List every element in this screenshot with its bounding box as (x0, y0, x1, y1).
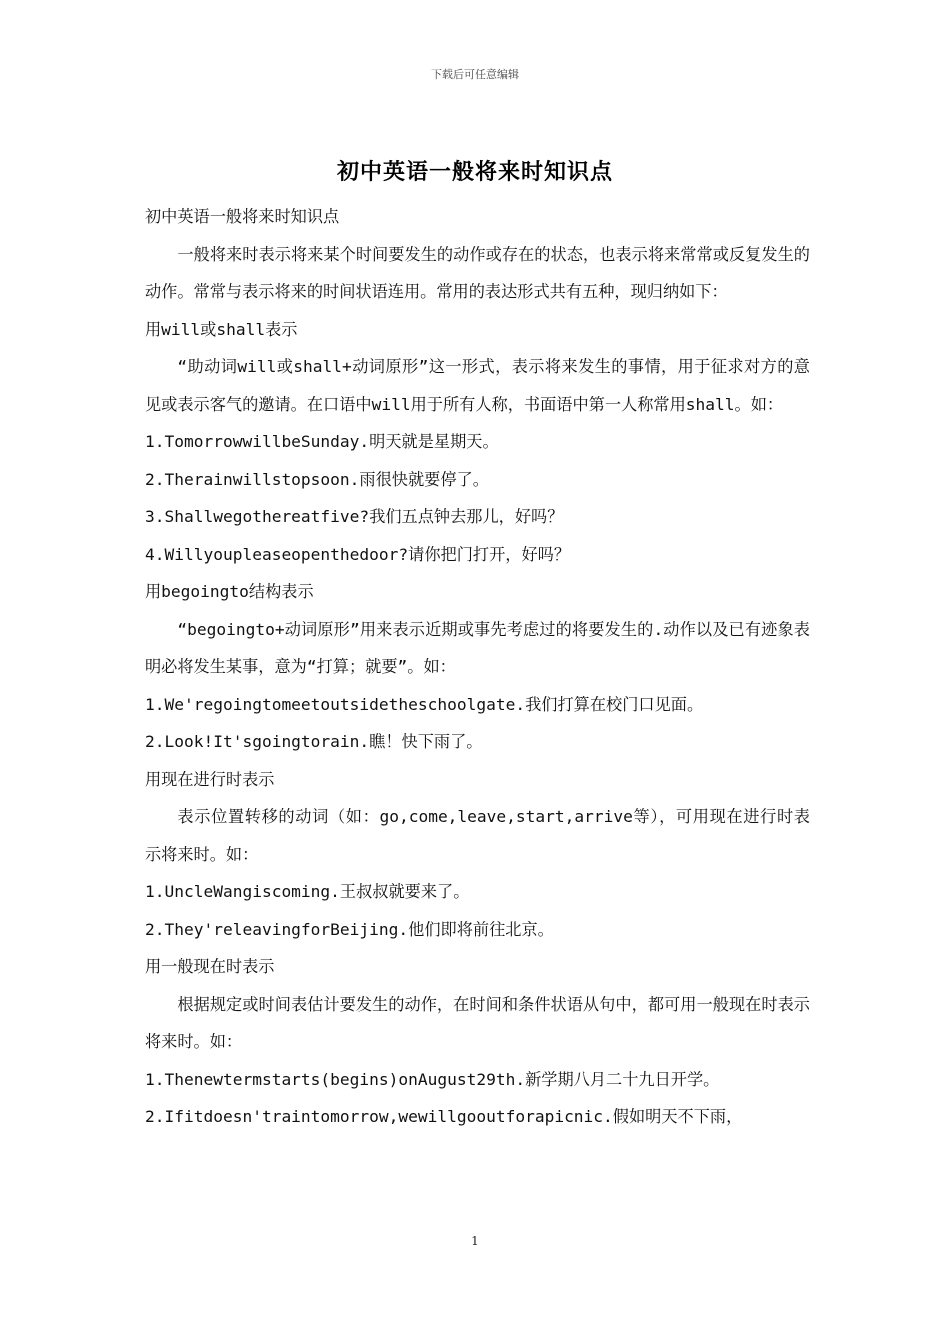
section-heading: 用begoingto结构表示 (145, 582, 314, 601)
example-sentence: 2.Look!It'sgoingtorain.瞧！快下雨了。 (145, 732, 483, 751)
document-body (145, 198, 810, 1136)
example-sentence: 1.We'regoingtomeetoutsidetheschoolgate.我们打算在校门口见面。 (145, 694, 704, 714)
example-sentence: 4.Willyoupleaseopenthedoor?请你把门打开，好吗？ (145, 544, 571, 564)
page-header: 下载后可任意编辑 (431, 68, 519, 81)
title-line: 初中英语一般将来时知识点 (145, 207, 340, 226)
example-sentence: 3.Shallwegothereatfive?我们五点钟去那儿，好吗？ (145, 507, 564, 526)
section-description: 根据规定或时间表估计要发生的动作，在时间和条件状语从句中，都可用一般现在时表示将来时。如： (145, 994, 810, 1051)
section-description: “助动词will或shall+动词原形”这一形式，表示将来发生的事情，用于征求对方的意见或表示客气的邀请。在口语中will用于所有人称，书面语中第一人称常用shall。如： (145, 357, 810, 414)
intro-paragraph: 一般将来时表示将来某个时间要发生的动作或存在的状态，也表示将来常常或反复发生的动作。常常与表示将来的时间状语连用。常用的表达形式共有五种，现归纳如下： (145, 244, 810, 301)
example-sentence: 2.Ifitdoesn'traintomorrow,wewillgooutforapicnic.假如明天不下雨， (145, 1107, 743, 1126)
example-sentence: 2.They'releavingforBeijing.他们即将前往北京。 (145, 919, 554, 939)
page-number: 1 (471, 1234, 479, 1248)
section-description: “begoingto+动词原形”用来表示近期或事先考虑过的将要发生的.动作以及已有迹象表明必将发生某事，意为“打算；就要”。如： (145, 619, 810, 676)
section-heading: 用will或shall表示 (145, 319, 298, 339)
example-sentence: 2.Therainwillstopsoon.雨很快就要停了。 (145, 469, 489, 489)
example-sentence: 1.Thenewtermstarts(begins)onAugust29th.新学期八月二十九日开学。 (145, 1069, 720, 1089)
section-heading: 用一般现在时表示 (145, 957, 275, 976)
example-sentence: 1.UncleWangiscoming.王叔叔就要来了。 (145, 882, 470, 901)
section-description: 表示位置转移的动词（如：go,come,leave,start,arrive等），可用现在进行时表示将来时。如： (145, 807, 810, 864)
section-heading: 用现在进行时表示 (145, 769, 275, 789)
example-sentence: 1.TomorrowwillbeSunday.明天就是星期天。 (145, 432, 499, 451)
page-title: 初中英语一般将来时知识点 (336, 159, 613, 185)
